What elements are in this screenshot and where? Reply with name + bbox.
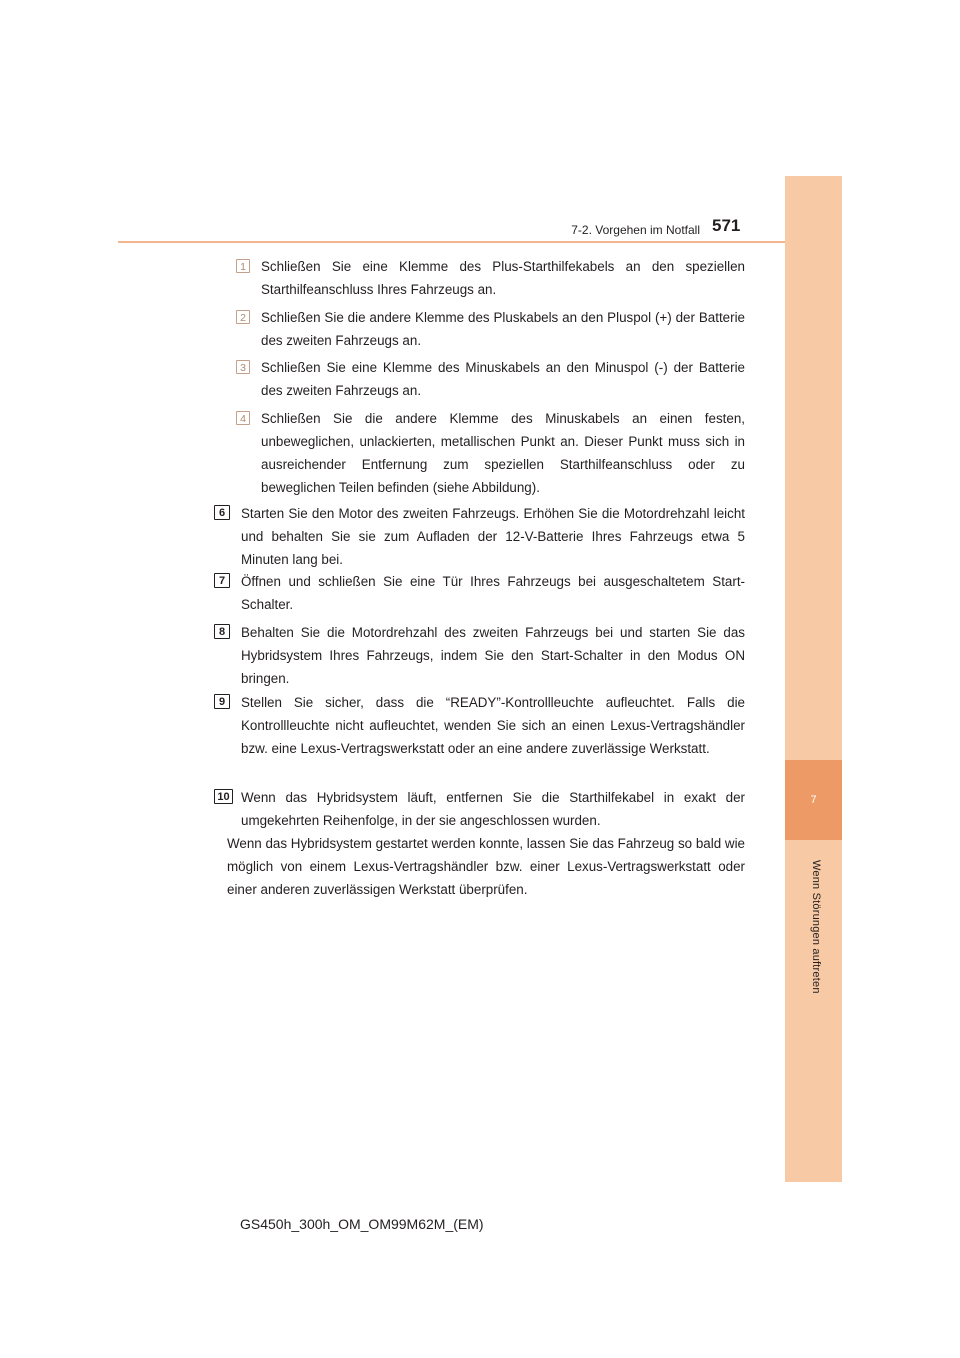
substep-text: Schließen Sie die andere Klemme des Minuskabels an einen festen, unbeweglichen, unlackierten, metallischen Punkt an. Dieser Punkt muss sich in ausreichender Entfernung zum speziellen Starthilfeanschluss oder zu beweglichen Teilen befinden (siehe Abbildung).	[261, 411, 745, 495]
step-number-badge: 8	[214, 624, 230, 639]
step-number-badge: 10	[214, 789, 233, 804]
step-text: Starten Sie den Motor des zweiten Fahrzeugs. Erhöhen Sie die Motordrehzahl leicht und behalten Sie sie zum Aufladen der 12-V-Batterie Ihres Fahrzeugs etwa 5 Minuten lang bei.	[241, 506, 745, 567]
substep-number-badge: 4	[236, 411, 250, 425]
step-number-badge: 6	[214, 505, 230, 520]
chapter-side-tab	[785, 176, 842, 1182]
header-divider	[118, 241, 785, 243]
section-header: 7-2. Vorgehen im Notfall	[571, 223, 700, 237]
substep-text: Schließen Sie eine Klemme des Minuskabels an den Minuspol (-) der Batterie des zweiten Fahrzeugs an.	[261, 360, 745, 398]
step-text: Stellen Sie sicher, dass die “READY”-Kontrollleuchte aufleuchtet. Falls die Kontrollleuchte nicht aufleuchtet, wenden Sie sich an einen Lexus-Vertragshändler bzw. eine Lexus-Vertragswerkstatt oder an eine andere zuverlässige Werkstatt.	[241, 695, 745, 756]
step-text: Öffnen und schließen Sie eine Tür Ihres Fahrzeugs bei ausgeschaltetem Start-Schalter.	[241, 574, 745, 612]
substep-1	[237, 255, 745, 301]
step-10	[214, 786, 745, 832]
step-number-badge: 7	[214, 573, 230, 588]
step-6	[214, 502, 745, 571]
substep-text: Schließen Sie die andere Klemme des Pluskabels an den Pluspol (+) der Batterie des zweiten Fahrzeugs an.	[261, 310, 745, 348]
substep-number-badge: 3	[236, 360, 250, 374]
substep-4	[237, 407, 745, 499]
step-7	[214, 570, 745, 616]
chapter-title: Wenn Störungen auftreten	[810, 860, 822, 994]
substep-2	[237, 306, 745, 352]
closing-paragraph: Wenn das Hybridsystem gestartet werden konnte, lassen Sie das Fahrzeug so bald wie möglich von einem Lexus-Vertragshändler bzw. einer Lexus-Vertragswerkstatt oder einer anderen zuverlässigen Werkstatt überprüfen.	[227, 836, 745, 897]
substep-number-badge: 1	[236, 259, 250, 273]
step-text: Behalten Sie die Motordrehzahl des zweiten Fahrzeugs bei und starten Sie das Hybridsystem Ihres Fahrzeugs, indem Sie den Start-Schalter in den Modus ON bringen.	[241, 625, 745, 686]
step-number-badge: 9	[214, 694, 230, 709]
substep-text: Schließen Sie eine Klemme des Plus-Starthilfekabels an den speziellen Starthilfeanschluss Ihres Fahrzeugs an.	[261, 259, 745, 297]
step-8	[214, 621, 745, 690]
step-9	[214, 691, 745, 760]
step-text: Wenn das Hybridsystem läuft, entfernen Sie die Starthilfekabel in exakt der umgekehrten Reihenfolge, in der sie angeschlossen wurden.	[241, 790, 745, 828]
substep-number-badge: 2	[236, 310, 250, 324]
page-number: 571	[712, 216, 741, 235]
chapter-number: 7	[785, 760, 842, 840]
substep-3	[237, 356, 745, 402]
document-code-footer: GS450h_300h_OM_OM99M62M_(EM)	[240, 1216, 484, 1232]
